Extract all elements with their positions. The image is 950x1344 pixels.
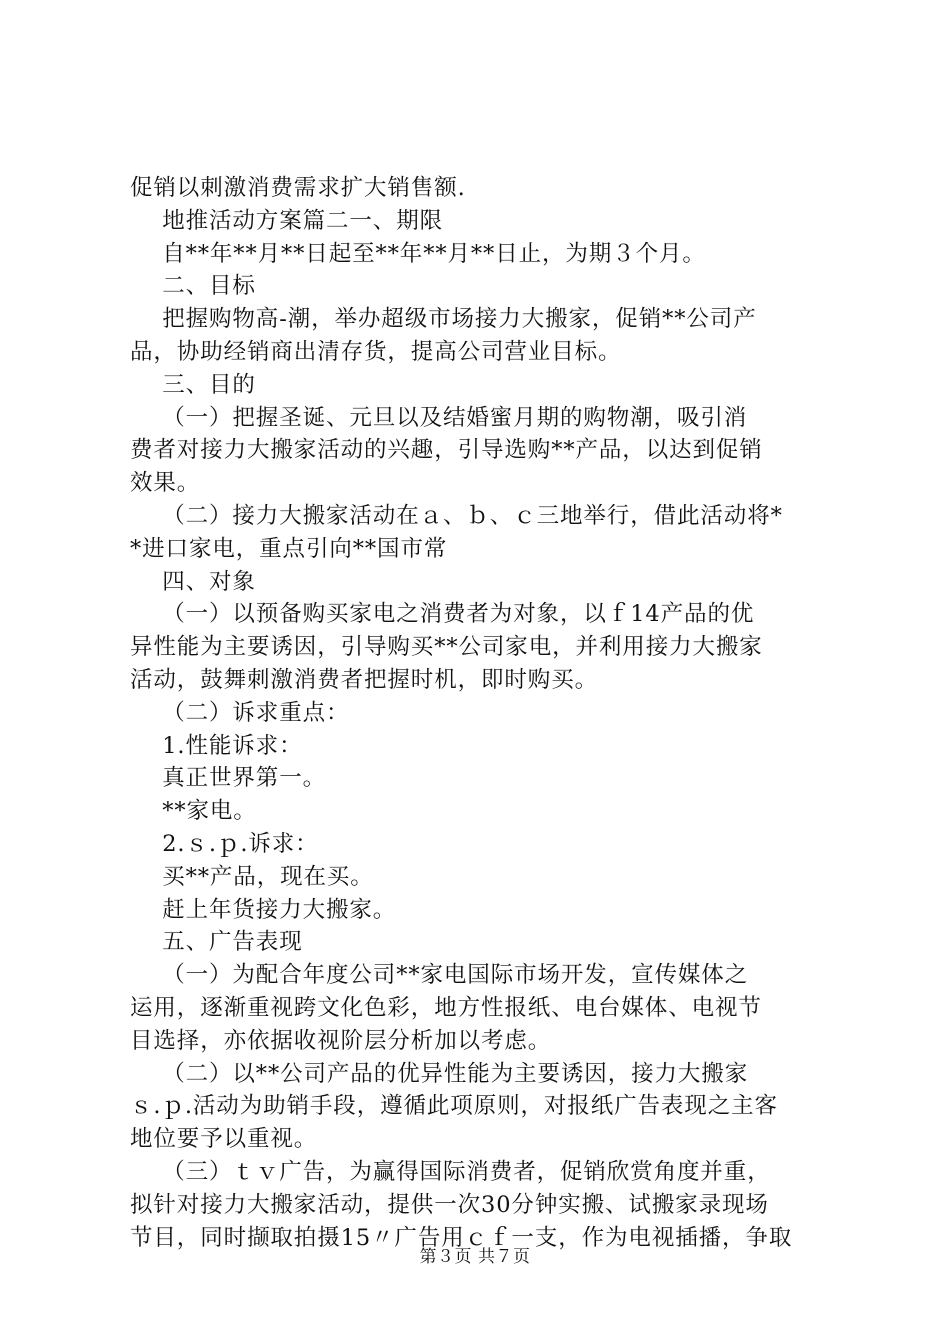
page-number-footer: 第３页 共７页 xyxy=(419,1247,531,1267)
text-line: 1.性能诉求： xyxy=(130,732,303,759)
text-line: 把握购物高-潮，举办超级市场接力大搬家，促销**公司产 xyxy=(130,306,757,333)
text-line: ｓ.ｐ.活动为助销手段，遵循此项原则，对报纸广告表现之主客 xyxy=(130,1093,778,1120)
section-heading: 四、对象 xyxy=(130,568,256,595)
text-line: 赶上年货接力大搬家。 xyxy=(130,896,397,923)
document-body xyxy=(130,172,830,1254)
text-line: （一）把握圣诞、元旦以及结婚蜜月期的购物潮，吸引消 xyxy=(130,404,748,431)
text-line: 买**产品，现在买。 xyxy=(130,863,374,890)
text-line: 异性能为主要诱因，引导购买**公司家电，并利用接力大搬家 xyxy=(130,634,763,661)
text-line: 自**年**月**日起至**年**月**日止，为期３个月。 xyxy=(130,240,706,267)
text-line: （二）以**公司产品的优异性能为主要诱因，接力大搬家 xyxy=(130,1060,749,1087)
text-line: （三）ｔｖ广告，为赢得国际消费者，促销欣赏角度并重， xyxy=(130,1158,771,1185)
text-line: 品，协助经销商出清存货，提高公司营业目标。 xyxy=(130,338,622,365)
text-line: 目选择，亦依据收视阶层分析加以考虑。 xyxy=(130,1027,552,1054)
section-heading: 三、目的 xyxy=(130,371,256,398)
text-line: （二）接力大搬家活动在ａ、ｂ、ｃ三地举行，借此活动将* xyxy=(130,502,783,529)
text-line: *进口家电，重点引向**国市常 xyxy=(130,535,448,562)
text-line: 费者对接力大搬家活动的兴趣，引导选购**产品，以达到促销 xyxy=(130,437,763,464)
text-line: **家电。 xyxy=(130,798,257,825)
text-line: 地推活动方案篇二一、期限 xyxy=(130,207,444,234)
text-line: 节目，同时撷取拍摄15〃广告用ｃｆ一支，作为电视插播，争取 xyxy=(130,1224,793,1251)
text-line: 真正世界第一。 xyxy=(130,765,327,792)
text-line: 活动，鼓舞刺激消费者把握时机，即时购买。 xyxy=(130,666,599,693)
text-line: （二）诉求重点： xyxy=(130,699,350,726)
text-line: （一）以预备购买家电之消费者为对象，以ｆ14产品的优 xyxy=(130,601,755,628)
text-line: 2.ｓ.ｐ.诉求： xyxy=(130,830,319,857)
section-heading: 五、广告表现 xyxy=(130,929,303,956)
section-heading: 二、目标 xyxy=(130,273,256,300)
text-line: 地位要予以重视。 xyxy=(130,1126,318,1153)
text-line: （一）为配合年度公司**家电国际市场开发，宣传媒体之 xyxy=(130,962,749,989)
text-line: 拟针对接力大搬家活动，提供一次30分钟实搬、试搬家录现场 xyxy=(130,1191,769,1218)
text-line: 效果。 xyxy=(130,470,201,497)
text-line: 促销以刺激消费需求扩大销售额. xyxy=(130,175,466,201)
text-line: 运用，逐渐重视跨文化色彩，地方性报纸、电台媒体、电视节 xyxy=(130,994,762,1021)
